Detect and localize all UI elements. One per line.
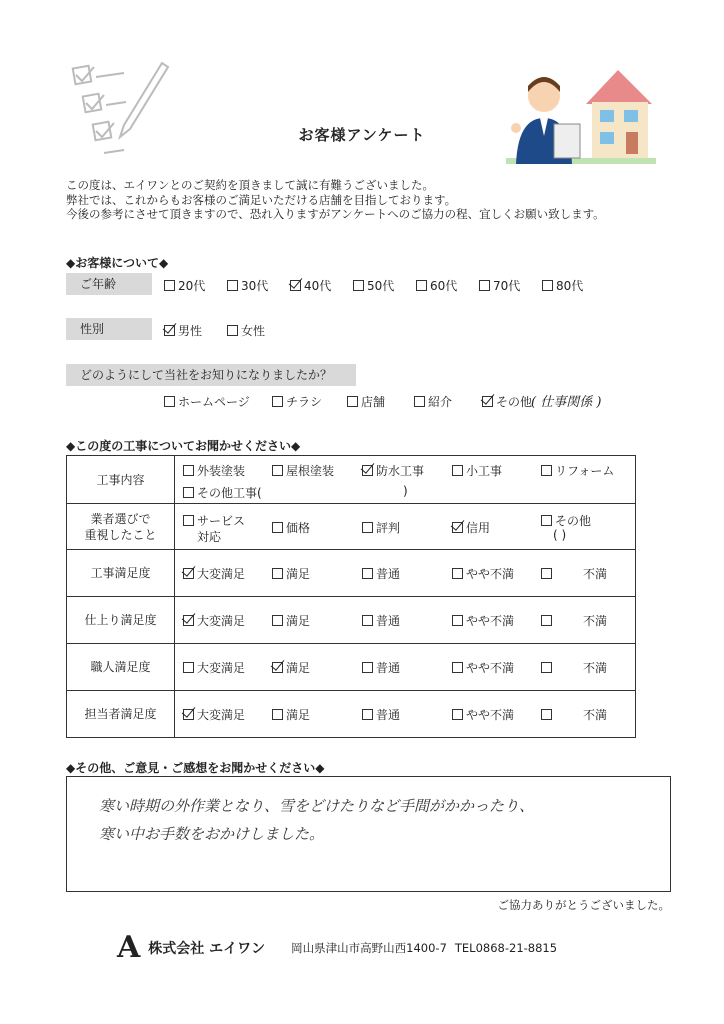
age-label: ご年齢	[66, 273, 152, 295]
checkbox[interactable]	[272, 568, 283, 579]
rating-label: 工事満足度	[67, 550, 175, 597]
page-title: お客様アンケート	[298, 126, 426, 144]
rating-options	[175, 644, 636, 691]
selection-other-paren: ( )	[553, 528, 567, 542]
checkbox[interactable]	[362, 662, 373, 673]
rating-option[interactable]: 不満	[541, 612, 607, 629]
rating-option[interactable]: 満足	[272, 612, 310, 629]
checkbox[interactable]	[542, 280, 553, 291]
checkbox[interactable]	[272, 615, 283, 626]
rating-option[interactable]: 不満	[541, 565, 607, 582]
checkbox[interactable]	[414, 396, 425, 407]
selection-option-service[interactable]: サービス	[183, 512, 245, 529]
checkbox[interactable]	[183, 465, 194, 476]
table-row	[67, 504, 636, 550]
checkbox[interactable]	[541, 568, 552, 579]
checkbox-checked[interactable]	[362, 465, 373, 476]
selection-option-price[interactable]: 価格	[272, 519, 310, 536]
checkbox[interactable]	[227, 325, 238, 336]
checkbox[interactable]	[362, 568, 373, 579]
selection-option-trust[interactable]: 信用	[452, 519, 490, 536]
rating-option[interactable]: やや不満	[452, 612, 514, 629]
rating-option[interactable]: 普通	[362, 565, 400, 582]
checkbox-checked[interactable]	[290, 280, 301, 291]
intro-text	[66, 178, 605, 222]
work-option-other[interactable]: その他工事(	[183, 484, 262, 501]
rating-options	[175, 691, 636, 738]
comment-line: 寒い時期の外作業となり、雪をどけたりなど手間がかかったり、	[99, 797, 535, 815]
source-option-store[interactable]: 店舗	[347, 393, 385, 410]
rating-options	[175, 550, 636, 597]
work-section-heading: ◆この度の工事についてお聞かせください◆	[66, 439, 301, 453]
footer	[117, 930, 558, 965]
rating-option[interactable]: 大変満足	[183, 565, 245, 582]
checkbox[interactable]	[416, 280, 427, 291]
company-address: 岡山県津山市高野山西1400-7	[291, 941, 447, 955]
checkbox[interactable]	[362, 709, 373, 720]
company-logo: A	[117, 930, 141, 965]
intro-line: 弊社では、これからもお客様のご満足いただける店舗を目指しております。	[66, 192, 457, 207]
checkbox[interactable]	[479, 280, 490, 291]
gender-option-male[interactable]: 男性	[164, 322, 202, 339]
checkbox[interactable]	[452, 615, 463, 626]
work-survey-table	[66, 455, 636, 738]
rating-options	[175, 597, 636, 644]
work-option-waterproof[interactable]: 防水工事	[362, 462, 424, 479]
work-content-options	[175, 456, 636, 504]
rating-option[interactable]: 満足	[272, 659, 310, 676]
selection-service-line2: 対応	[197, 530, 222, 544]
checkbox-checked[interactable]	[164, 325, 175, 336]
source-option-referral[interactable]: 紹介	[414, 393, 452, 410]
checkbox-checked[interactable]	[482, 396, 493, 407]
checkbox[interactable]	[541, 709, 552, 720]
rating-option[interactable]: 不満	[541, 706, 607, 723]
work-option-other-close: )	[403, 484, 408, 498]
company-tel: TEL0868-21-8815	[454, 941, 558, 955]
age-option-70[interactable]: 70代	[479, 277, 520, 294]
intro-line: 今後の参考にさせて頂きますので、恐れ入りますがアンケートへのご協力の程、宜しくお願い致します。	[66, 207, 605, 221]
comment-box[interactable]	[66, 776, 671, 892]
rating-option[interactable]: 普通	[362, 612, 400, 629]
checkbox[interactable]	[362, 615, 373, 626]
rating-option[interactable]: 大変満足	[183, 706, 245, 723]
work-option-exterior[interactable]: 外装塗装	[183, 462, 245, 479]
rating-option[interactable]: やや不満	[452, 565, 514, 582]
checkbox[interactable]	[183, 515, 194, 526]
comment-line: 寒い中お手数をおかけしました。	[99, 825, 325, 843]
checkbox[interactable]	[541, 615, 552, 626]
checkbox[interactable]	[227, 280, 238, 291]
age-option-60[interactable]: 60代	[416, 277, 457, 294]
work-option-small[interactable]: 小工事	[452, 462, 502, 479]
checkbox[interactable]	[541, 515, 552, 526]
checklist-pencil-illustration	[64, 55, 174, 165]
checkbox-checked[interactable]	[272, 662, 283, 673]
rating-option[interactable]: 大変満足	[183, 659, 245, 676]
rating-option[interactable]: 満足	[272, 706, 310, 723]
checkbox[interactable]	[183, 487, 194, 498]
intro-line: この度は、エイワンとのご契約を頂きまして誠に有難うございました。	[66, 178, 434, 192]
rating-option[interactable]: やや不満	[452, 659, 514, 676]
checkbox[interactable]	[272, 396, 283, 407]
checkbox-checked[interactable]	[183, 568, 194, 579]
rating-label: 担当者満足度	[67, 691, 175, 738]
salesman-house-illustration	[506, 62, 656, 172]
checkbox[interactable]	[362, 522, 373, 533]
selection-label: 業者選びで 重視したこと	[67, 504, 175, 550]
thanks-text: ご協力ありがとうございました。	[497, 898, 670, 912]
rating-label: 仕上り満足度	[67, 597, 175, 644]
checkbox[interactable]	[452, 662, 463, 673]
checkbox[interactable]	[452, 709, 463, 720]
rating-option[interactable]: 普通	[362, 706, 400, 723]
comments-heading: ◆その他、ご意見・ご感想をお聞かせください◆	[66, 761, 325, 775]
rating-option[interactable]: 普通	[362, 659, 400, 676]
age-option-40[interactable]: 40代	[290, 277, 331, 294]
source-other-text: ( 仕事関係 )	[531, 395, 602, 410]
checkbox-checked[interactable]	[183, 709, 194, 720]
checkbox[interactable]	[452, 568, 463, 579]
checkbox[interactable]	[272, 465, 283, 476]
checkbox[interactable]	[541, 662, 552, 673]
work-content-label: 工事内容	[67, 456, 175, 504]
checkbox[interactable]	[347, 396, 358, 407]
selection-option-other[interactable]: その他	[541, 512, 591, 529]
checkbox[interactable]	[272, 522, 283, 533]
rating-option[interactable]: 大変満足	[183, 612, 245, 629]
checkbox[interactable]	[353, 280, 364, 291]
checkbox[interactable]	[452, 465, 463, 476]
source-option-other[interactable]: その他	[482, 393, 532, 410]
gender-label: 性別	[66, 318, 152, 340]
source-option-flyer[interactable]: チラシ	[272, 393, 322, 410]
work-option-reform[interactable]: リフォーム	[541, 462, 614, 479]
selection-option-reputation[interactable]: 評判	[362, 519, 400, 536]
checkbox[interactable]	[164, 396, 175, 407]
table-row	[67, 456, 636, 504]
age-option-30[interactable]: 30代	[227, 277, 268, 294]
rating-label: 職人満足度	[67, 644, 175, 691]
age-option-80[interactable]: 80代	[542, 277, 583, 294]
table-row	[67, 691, 636, 738]
selection-options	[175, 504, 636, 550]
age-option-50[interactable]: 50代	[353, 277, 394, 294]
rating-option[interactable]: 不満	[541, 659, 607, 676]
checkbox[interactable]	[183, 662, 194, 673]
table-row	[67, 597, 636, 644]
source-question: どのようにして当社をお知りになりましたか？	[66, 364, 356, 386]
source-option-homepage[interactable]: ホームページ	[164, 393, 250, 410]
rating-option[interactable]: やや不満	[452, 706, 514, 723]
checkbox[interactable]	[164, 280, 175, 291]
table-row	[67, 644, 636, 691]
checkbox[interactable]	[541, 465, 552, 476]
checkbox-checked[interactable]	[452, 522, 463, 533]
company-name: 株式会社 エイワン	[148, 941, 266, 957]
rating-option[interactable]: 満足	[272, 565, 310, 582]
age-option-20[interactable]: 20代	[164, 277, 205, 294]
checkbox-checked[interactable]	[183, 615, 194, 626]
checkbox[interactable]	[272, 709, 283, 720]
gender-option-female[interactable]: 女性	[227, 322, 265, 339]
table-row	[67, 550, 636, 597]
customer-section-heading: ◆お客様について◆	[66, 256, 169, 270]
work-option-roof[interactable]: 屋根塗装	[272, 462, 334, 479]
